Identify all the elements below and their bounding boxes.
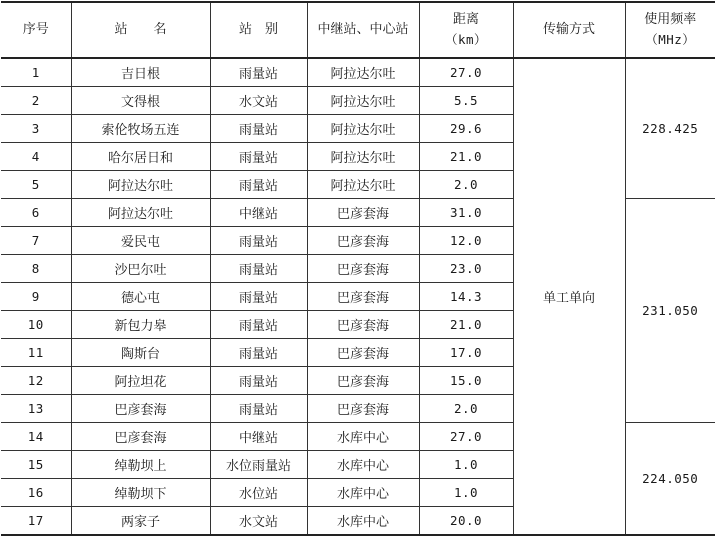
cell-distance: 29.6 bbox=[419, 115, 513, 143]
cell-index: 4 bbox=[1, 143, 71, 171]
cell-index: 15 bbox=[1, 451, 71, 479]
cell-distance: 20.0 bbox=[419, 507, 513, 536]
cell-station-type: 雨量站 bbox=[210, 115, 307, 143]
cell-index: 12 bbox=[1, 367, 71, 395]
table-body bbox=[1, 58, 715, 535]
cell-index: 11 bbox=[1, 339, 71, 367]
cell-station-type: 雨量站 bbox=[210, 58, 307, 87]
cell-distance: 21.0 bbox=[419, 311, 513, 339]
cell-station-type: 雨量站 bbox=[210, 255, 307, 283]
cell-station-type: 水位站 bbox=[210, 479, 307, 507]
cell-station-name: 阿拉达尔吐 bbox=[71, 171, 210, 199]
cell-index: 2 bbox=[1, 87, 71, 115]
cell-relay-center: 巴彦套海 bbox=[307, 199, 419, 227]
header-frequency-line2: （MHz） bbox=[645, 32, 696, 47]
cell-relay-center: 阿拉达尔吐 bbox=[307, 171, 419, 199]
cell-station-name: 巴彦套海 bbox=[71, 423, 210, 451]
cell-index: 13 bbox=[1, 395, 71, 423]
cell-distance: 17.0 bbox=[419, 339, 513, 367]
cell-relay-center: 水库中心 bbox=[307, 507, 419, 536]
cell-station-name: 巴彦套海 bbox=[71, 395, 210, 423]
cell-station-name: 阿拉坦花 bbox=[71, 367, 210, 395]
cell-station-name: 两家子 bbox=[71, 507, 210, 536]
cell-distance: 21.0 bbox=[419, 143, 513, 171]
header-station-name: 站 名 bbox=[71, 2, 210, 58]
header-relay-center: 中继站、中心站 bbox=[307, 2, 419, 58]
cell-distance: 12.0 bbox=[419, 227, 513, 255]
cell-distance: 27.0 bbox=[419, 423, 513, 451]
cell-distance: 23.0 bbox=[419, 255, 513, 283]
cell-station-name: 阿拉达尔吐 bbox=[71, 199, 210, 227]
header-distance-line1: 距离 bbox=[452, 12, 479, 27]
cell-transmission-mode: 单工单向 bbox=[513, 58, 625, 535]
cell-station-name: 文得根 bbox=[71, 87, 210, 115]
cell-station-type: 雨量站 bbox=[210, 339, 307, 367]
cell-station-name: 绰勒坝上 bbox=[71, 451, 210, 479]
cell-station-type: 中继站 bbox=[210, 199, 307, 227]
cell-index: 8 bbox=[1, 255, 71, 283]
cell-frequency: 224.050 bbox=[625, 423, 715, 536]
cell-station-type: 水文站 bbox=[210, 507, 307, 536]
header-station-type: 站 别 bbox=[210, 2, 307, 58]
cell-index: 5 bbox=[1, 171, 71, 199]
cell-relay-center: 水库中心 bbox=[307, 423, 419, 451]
cell-relay-center: 阿拉达尔吐 bbox=[307, 87, 419, 115]
cell-station-name: 绰勒坝下 bbox=[71, 479, 210, 507]
cell-index: 1 bbox=[1, 58, 71, 87]
cell-relay-center: 巴彦套海 bbox=[307, 283, 419, 311]
cell-relay-center: 巴彦套海 bbox=[307, 227, 419, 255]
cell-index: 16 bbox=[1, 479, 71, 507]
header-distance-line2: （km） bbox=[444, 32, 488, 47]
header-frequency bbox=[625, 2, 715, 58]
cell-station-name: 新包力皋 bbox=[71, 311, 210, 339]
cell-distance: 5.5 bbox=[419, 87, 513, 115]
cell-relay-center: 阿拉达尔吐 bbox=[307, 143, 419, 171]
cell-distance: 2.0 bbox=[419, 395, 513, 423]
cell-station-name: 吉日根 bbox=[71, 58, 210, 87]
station-table bbox=[1, 1, 715, 536]
cell-relay-center: 巴彦套海 bbox=[307, 311, 419, 339]
cell-frequency: 228.425 bbox=[625, 58, 715, 199]
cell-relay-center: 水库中心 bbox=[307, 451, 419, 479]
cell-distance: 27.0 bbox=[419, 58, 513, 87]
cell-relay-center: 巴彦套海 bbox=[307, 367, 419, 395]
cell-index: 10 bbox=[1, 311, 71, 339]
cell-distance: 1.0 bbox=[419, 451, 513, 479]
cell-index: 7 bbox=[1, 227, 71, 255]
cell-station-type: 雨量站 bbox=[210, 171, 307, 199]
cell-station-name: 爱民屯 bbox=[71, 227, 210, 255]
cell-index: 6 bbox=[1, 199, 71, 227]
cell-station-type: 雨量站 bbox=[210, 143, 307, 171]
cell-station-name: 哈尔居日和 bbox=[71, 143, 210, 171]
cell-relay-center: 巴彦套海 bbox=[307, 255, 419, 283]
cell-station-name: 索伦牧场五连 bbox=[71, 115, 210, 143]
cell-station-type: 中继站 bbox=[210, 423, 307, 451]
cell-relay-center: 水库中心 bbox=[307, 479, 419, 507]
cell-station-name: 德心屯 bbox=[71, 283, 210, 311]
cell-distance: 15.0 bbox=[419, 367, 513, 395]
header-transmission: 传输方式 bbox=[513, 2, 625, 58]
cell-relay-center: 巴彦套海 bbox=[307, 395, 419, 423]
cell-station-type: 雨量站 bbox=[210, 283, 307, 311]
cell-index: 3 bbox=[1, 115, 71, 143]
cell-relay-center: 阿拉达尔吐 bbox=[307, 115, 419, 143]
cell-station-type: 雨量站 bbox=[210, 367, 307, 395]
cell-relay-center: 阿拉达尔吐 bbox=[307, 58, 419, 87]
cell-station-name: 沙巴尔吐 bbox=[71, 255, 210, 283]
cell-distance: 2.0 bbox=[419, 171, 513, 199]
cell-station-name: 陶斯台 bbox=[71, 339, 210, 367]
header-distance bbox=[419, 2, 513, 58]
cell-index: 14 bbox=[1, 423, 71, 451]
cell-station-type: 水位雨量站 bbox=[210, 451, 307, 479]
cell-station-type: 雨量站 bbox=[210, 395, 307, 423]
cell-relay-center: 巴彦套海 bbox=[307, 339, 419, 367]
cell-station-type: 水文站 bbox=[210, 87, 307, 115]
cell-station-type: 雨量站 bbox=[210, 227, 307, 255]
cell-distance: 14.3 bbox=[419, 283, 513, 311]
cell-index: 9 bbox=[1, 283, 71, 311]
cell-frequency: 231.050 bbox=[625, 199, 715, 423]
cell-index: 17 bbox=[1, 507, 71, 536]
cell-station-type: 雨量站 bbox=[210, 311, 307, 339]
cell-distance: 31.0 bbox=[419, 199, 513, 227]
table-row bbox=[1, 58, 715, 87]
cell-distance: 1.0 bbox=[419, 479, 513, 507]
header-index: 序号 bbox=[1, 2, 71, 58]
header-row bbox=[1, 2, 715, 58]
header-frequency-line1: 使用频率 bbox=[644, 12, 697, 27]
